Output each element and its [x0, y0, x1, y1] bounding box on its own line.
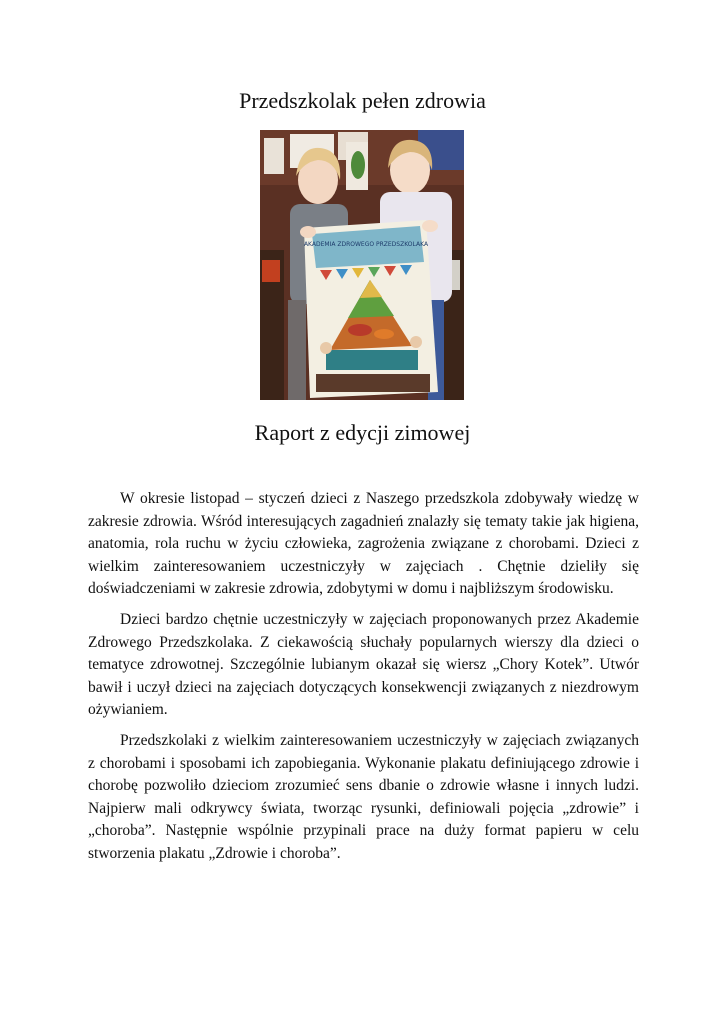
report-subtitle: Raport z edycji zimowej [254, 420, 471, 445]
page-title: Przedszkolak pełen zdrowia [239, 88, 486, 113]
photo-children-with-poster [260, 130, 464, 400]
report-body [88, 488, 639, 874]
paragraph-3: Przedszkolaki z wielkim zainteresowaniem uczestniczyły w zajęciach związanych z chorobami i sposobami ich zapobiegania. Wykonanie plakatu definiującego zdrowie i chorobę pozwoliło dzieciom zrozumieć sens dbanie o zdrowie własne i innych ludzi. Najpierw mali odkrywcy świata, tworząc rysunki, definiowali pojęcia „zdrowie” i „choroba”. Następnie wspólnie przypinali prace na duży format papieru w celu stworzenia plakatu „Zdrowie i choroba”. [88, 731, 639, 862]
photo-illustration [260, 130, 464, 400]
paragraph-1: W okresie listopad – styczeń dzieci z Naszego przedszkola zdobywały wiedzę w zakresie zdrowia. Wśród interesujących zagadnień znalazły się tematy takie jak higiena, anatomia, rola ruchu w życiu człowieka, zagrożenia związane z chorobami. Dzieci z wielkim zainteresowaniem uczestniczyły w zajęciach . Chętnie dzieliły się doświadczeniami w zakresie zdrowia, zdobytymi w domu i najbliższym środowisku. [88, 490, 639, 598]
poster-heading: AKADEMIA ZDROWEGO PRZEDSZKOLAKA [303, 241, 429, 248]
paragraph-2: Dzieci bardzo chętnie uczestniczyły w zajęciach proponowanych przez Akademie Zdrowego Przedszkolaka. Z ciekawością słuchały popularnych wierszy dla dzieci o tematyce zdrowotnej. Szczególnie lubianym okazał się wiersz „Chory Kotek”. Utwór bawił i uczył dzieci na zajęciach dotyczących konsekwencji związanych z niezdrowym ożywianiem. [88, 610, 639, 719]
